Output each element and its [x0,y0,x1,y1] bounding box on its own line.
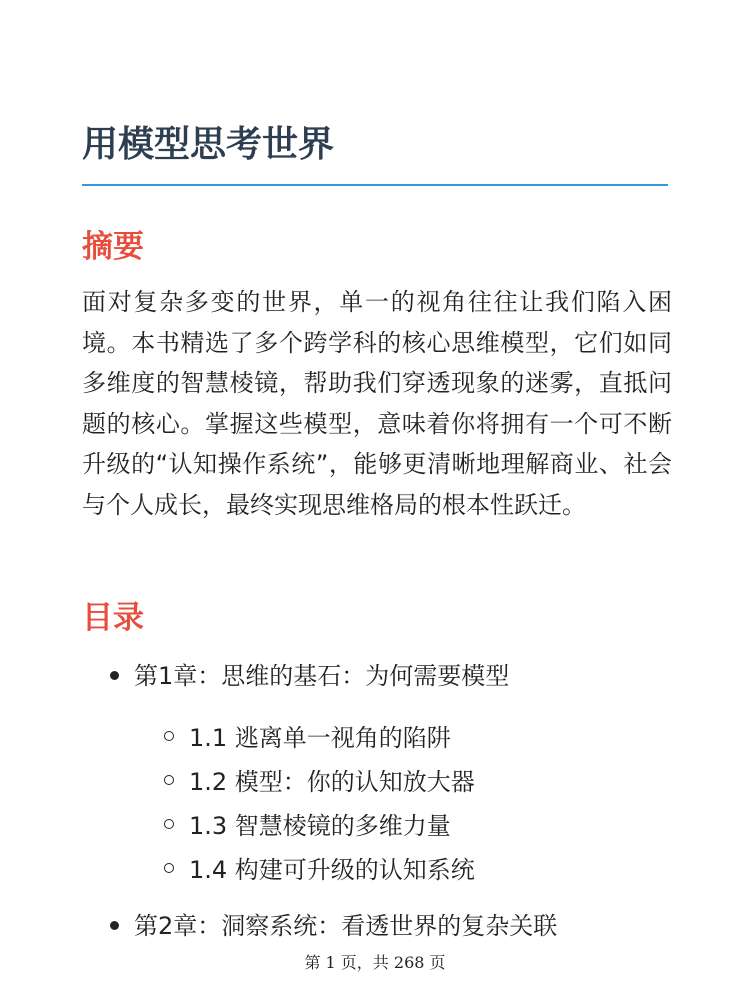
toc-section-label: 1.4 构建可升级的认知系统 [189,856,475,884]
page-number-footer: 第 1 页，共 268 页 [304,953,446,972]
toc-chapter-label: 第1章：思维的基石：为何需要模型 [134,662,510,690]
bullet-circle-icon [164,731,174,741]
title-divider [82,184,668,186]
bullet-disc-icon [110,921,119,930]
bullet-circle-icon [164,775,174,785]
document-title: 用模型思考世界 [82,124,335,165]
summary-heading: 摘要 [82,229,144,265]
toc-section-label: 1.1 逃离单一视角的陷阱 [189,724,451,752]
summary-paragraph: 面对复杂多变的世界，单一的视角往往让我们陷入困境。本书精选了多个跨学科的核心思维模型，它们如同多维度的智慧棱镜，帮助我们穿透现象的迷雾，直抵问题的核心。掌握这些模型，意味着你将拥有一个可不断升级的“认知操作系统”，能够更清晰地理解商业、社会与个人成长，最终实现思维格局的根本性跃迁。 [82,288,672,519]
toc-section-label: 1.2 模型：你的认知放大器 [189,768,475,796]
toc-heading: 目录 [82,600,144,636]
toc-chapter-label: 第2章：洞察系统：看透世界的复杂关联 [134,912,558,940]
toc-section-label: 1.3 智慧棱镜的多维力量 [189,812,451,840]
bullet-circle-icon [164,819,174,829]
bullet-disc-icon [110,671,119,680]
bullet-circle-icon [164,863,174,873]
